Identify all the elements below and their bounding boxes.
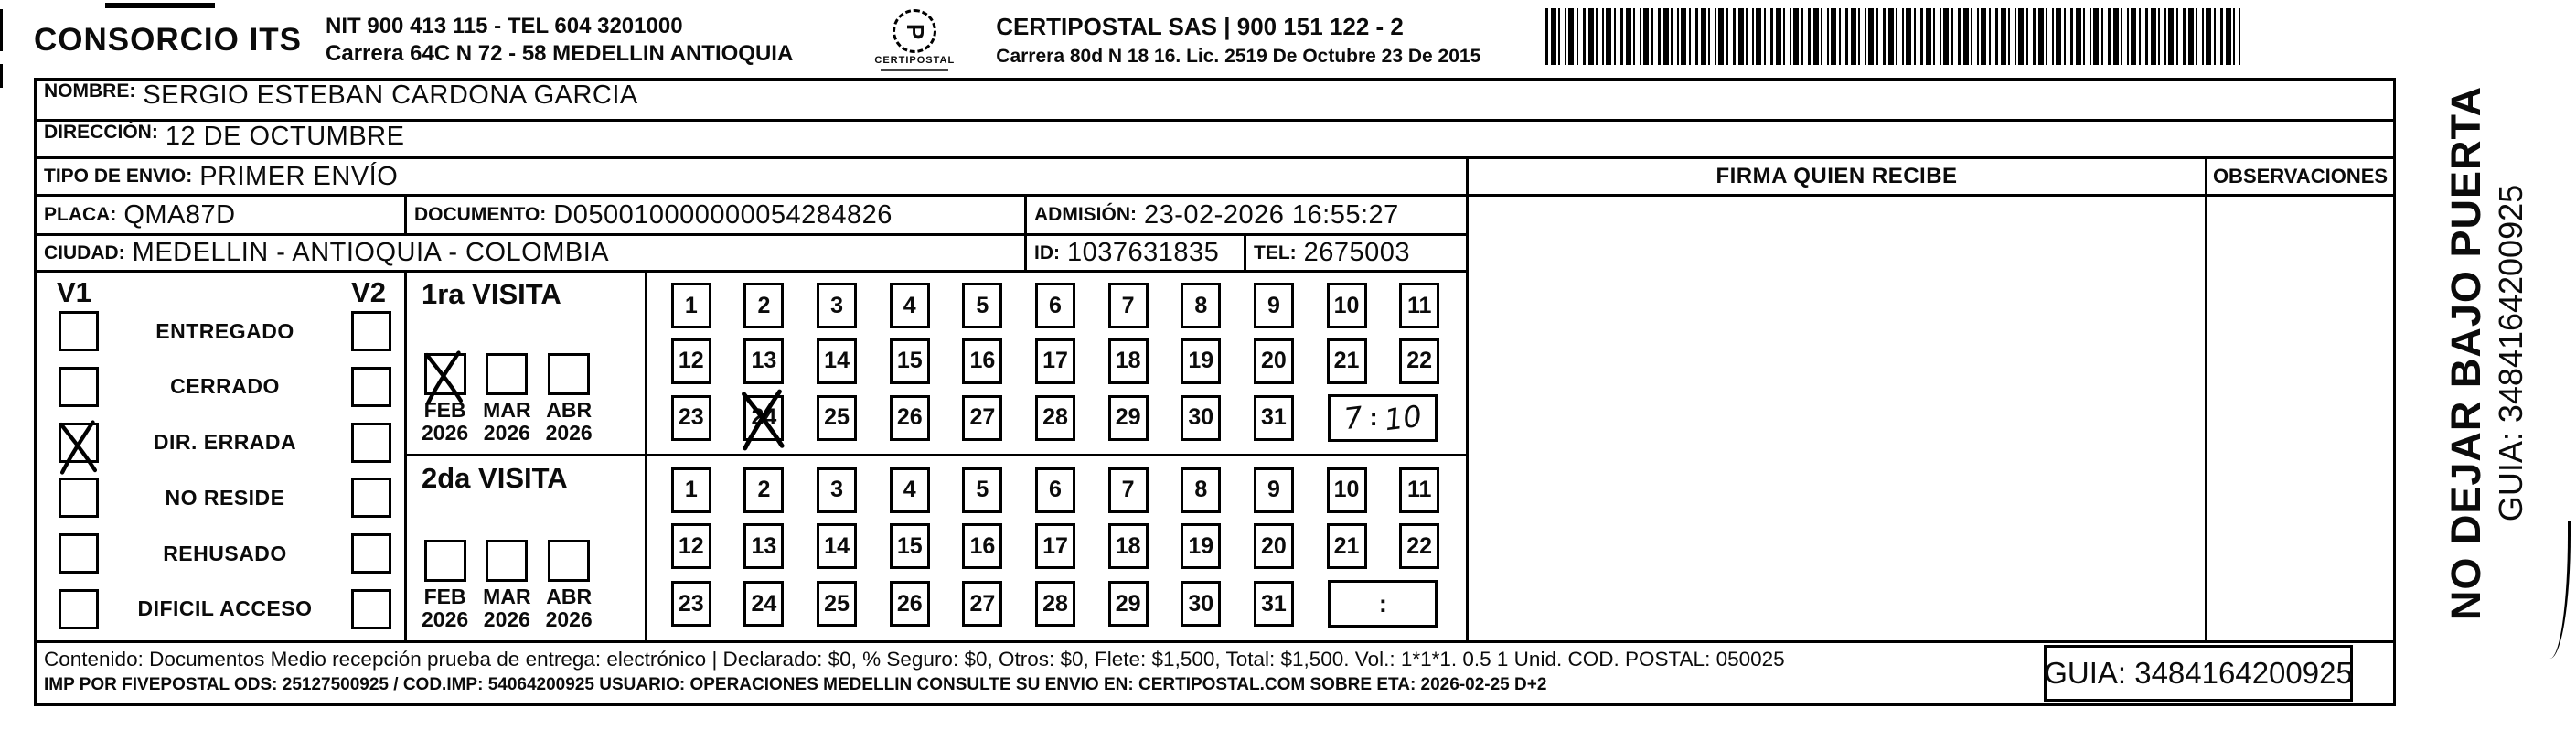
month-option <box>422 540 468 631</box>
month-year: 2026 <box>483 607 530 631</box>
day-cell-5[interactable]: 5 <box>962 467 1002 513</box>
status-row <box>37 478 404 518</box>
company-nit-tel: NIT 900 413 115 - TEL 604 3201000 <box>326 14 683 38</box>
day-cell-13[interactable]: 13 <box>743 338 784 384</box>
day-cell-4[interactable]: 4 <box>890 283 930 328</box>
status-label: CERRADO <box>170 374 280 399</box>
side-guia-number: GUIA: 3484164200925 <box>2491 184 2529 522</box>
month-checkbox-abr-2026[interactable] <box>548 353 590 395</box>
day-grid <box>647 456 1469 640</box>
day-cell-21[interactable]: 21 <box>1327 523 1367 569</box>
guia-box: GUIA: 3484164200925 <box>2044 645 2353 702</box>
v1-checkbox-dificil-acceso[interactable] <box>59 589 99 629</box>
day-cell-25[interactable]: 25 <box>817 581 857 627</box>
day-cell-4[interactable]: 4 <box>890 467 930 513</box>
ciudad-cell <box>37 236 1027 270</box>
tipo-envio-label: TIPO DE ENVIO: <box>44 166 193 187</box>
side-vertical-strip <box>2396 0 2576 706</box>
day-cell-26[interactable]: 26 <box>890 581 930 627</box>
day-cell-15[interactable]: 15 <box>890 523 930 569</box>
documento-cell <box>407 197 1027 233</box>
visit-columns-header <box>37 276 404 309</box>
visit-section <box>407 456 1469 640</box>
visits-panel <box>407 273 1469 640</box>
footer-content-line: Contenido: Documentos Medio recepción prueba de entrega: electrónico | Declarado: $0, % Seguro: $0, Otros: $0, Flete: $1,500, Total: $1,500. Vol.: 1*1*1. 0.5 1 Unid. COD. POSTAL: 050025 <box>44 648 1785 671</box>
status-label: NO RESIDE <box>165 485 285 510</box>
visit-month-panel <box>407 456 647 640</box>
day-cell-10[interactable]: 10 <box>1327 467 1367 513</box>
status-and-visits-section <box>37 273 1469 643</box>
month-row <box>422 540 636 631</box>
day-cell-18[interactable]: 18 <box>1108 523 1149 569</box>
logo-text: CERTIPOSTAL <box>874 55 956 66</box>
footer-row <box>37 643 2393 703</box>
v2-checkbox-dificil-acceso[interactable] <box>351 589 391 629</box>
status-label: ENTREGADO <box>155 318 294 343</box>
month-name: ABR <box>546 398 593 422</box>
month-row <box>422 353 636 445</box>
handwritten-x-mark <box>55 419 102 476</box>
tel-label: TEL: <box>1254 242 1297 263</box>
v2-checkbox-no-reside[interactable] <box>351 478 391 518</box>
ciudad-value: MEDELLIN - ANTIOQUIA - COLOMBIA <box>132 238 610 267</box>
v1-column-label: V1 <box>57 276 91 308</box>
day-cell-28[interactable]: 28 <box>1035 395 1075 441</box>
day-cell-8[interactable]: 8 <box>1181 283 1221 328</box>
tipo-envio-cell <box>37 159 1466 194</box>
barcode <box>1545 8 2240 65</box>
month-name: FEB <box>423 585 466 608</box>
day-cell-12[interactable]: 12 <box>671 523 711 569</box>
direccion-value: 12 DE OCTUMBRE <box>165 122 405 151</box>
row-tipo-envio <box>37 159 2393 197</box>
day-cell-17[interactable]: 17 <box>1035 338 1075 384</box>
month-checkbox-feb-2026[interactable] <box>424 353 466 395</box>
partner-name: CERTIPOSTAL SAS | 900 151 122 - 2 <box>996 13 1404 40</box>
day-cell-20[interactable]: 20 <box>1254 523 1294 569</box>
status-row <box>37 311 404 351</box>
day-cell-15[interactable]: 15 <box>890 338 930 384</box>
month-name: FEB <box>423 398 466 422</box>
day-cell-1[interactable]: 1 <box>671 283 711 328</box>
month-option <box>546 353 593 445</box>
day-cell-31[interactable]: 31 <box>1254 395 1294 441</box>
visit-title: 2da VISITA <box>422 462 568 494</box>
day-cell-14[interactable]: 14 <box>817 523 857 569</box>
day-cell-26[interactable]: 26 <box>890 395 930 441</box>
day-cell-6[interactable]: 6 <box>1035 467 1075 513</box>
nombre-value: SERGIO ESTEBAN CARDONA GARCIA <box>143 81 638 110</box>
day-cell-16[interactable]: 16 <box>962 338 1002 384</box>
day-cell-14[interactable]: 14 <box>817 338 857 384</box>
row-placa-documento <box>37 197 1469 236</box>
month-checkbox-mar-2026[interactable] <box>486 540 528 582</box>
month-name: ABR <box>546 585 593 608</box>
footer-text <box>37 643 2038 703</box>
month-option <box>483 540 530 631</box>
row-ciudad <box>37 236 1469 273</box>
day-cell-30[interactable]: 30 <box>1181 581 1221 627</box>
placa-cell <box>37 197 407 233</box>
scan-artifact-dash <box>0 9 3 51</box>
day-cell-23[interactable]: 23 <box>671 395 711 441</box>
day-cell-12[interactable]: 12 <box>671 338 711 384</box>
time-box[interactable] <box>1328 580 1438 628</box>
tel-cell <box>1246 236 1469 270</box>
v2-checkbox-cerrado[interactable] <box>351 367 391 407</box>
visit-month-panel <box>407 273 647 454</box>
month-checkbox-mar-2026[interactable] <box>486 353 528 395</box>
time-minute-handwritten: 10 <box>1382 398 1424 437</box>
placa-label: PLACA: <box>44 204 117 225</box>
v1-checkbox-dir-errada[interactable] <box>59 423 99 463</box>
month-name: MAR <box>483 398 531 422</box>
v2-checkbox-rehusado[interactable] <box>351 533 391 574</box>
day-cell-3[interactable]: 3 <box>817 283 857 328</box>
admision-label: ADMISIÓN: <box>1034 204 1137 225</box>
day-cell-19[interactable]: 19 <box>1181 523 1221 569</box>
observaciones-area[interactable] <box>2205 197 2393 643</box>
row-direccion <box>37 122 2393 159</box>
day-cell-1[interactable]: 1 <box>671 467 711 513</box>
day-cell-16[interactable]: 16 <box>962 523 1002 569</box>
delivery-status-panel <box>37 273 407 640</box>
visit-section <box>407 273 1469 456</box>
month-option <box>546 540 593 631</box>
tel-value: 2675003 <box>1303 238 1411 267</box>
documento-value: D050010000000054284826 <box>553 199 893 230</box>
handwritten-x-mark <box>738 388 789 452</box>
nombre-label: NOMBRE: <box>44 81 136 102</box>
day-cell-18[interactable]: 18 <box>1108 338 1149 384</box>
certipostal-logo <box>855 9 974 71</box>
header <box>34 4 2240 75</box>
day-cell-11[interactable]: 11 <box>1399 283 1439 328</box>
firma-column-header: FIRMA QUIEN RECIBE <box>1466 159 2205 194</box>
partner-address: Carrera 80d N 18 16. Lic. 2519 De Octubre 23 De 2015 <box>996 46 1481 67</box>
time-separator: : <box>1378 589 1387 617</box>
company-address: Carrera 64C N 72 - 58 MEDELLIN ANTIOQUIA <box>326 41 794 66</box>
form-table <box>34 78 2396 706</box>
status-row <box>37 367 404 407</box>
direccion-label: DIRECCIÓN: <box>44 122 158 143</box>
admision-cell <box>1027 197 1469 233</box>
month-year: 2026 <box>545 421 593 445</box>
day-cell-3[interactable]: 3 <box>817 467 857 513</box>
status-label: REHUSADO <box>163 541 287 565</box>
v2-checkbox-dir-errada[interactable] <box>351 423 391 463</box>
side-rotated-text <box>2442 86 2530 620</box>
day-cell-7[interactable]: 7 <box>1108 283 1149 328</box>
day-cell-9[interactable]: 9 <box>1254 467 1294 513</box>
day-cell-9[interactable]: 9 <box>1254 283 1294 328</box>
v1-checkbox-no-reside[interactable] <box>59 478 99 518</box>
month-year: 2026 <box>483 421 530 445</box>
company-info <box>326 13 793 68</box>
tipo-envio-value: PRIMER ENVÍO <box>199 161 399 191</box>
day-cell-23[interactable]: 23 <box>671 581 711 627</box>
logo-tagline <box>881 69 948 71</box>
company-name: CONSORCIO ITS <box>34 22 303 58</box>
time-hour-handwritten: 7 <box>1342 399 1365 436</box>
day-cell-10[interactable]: 10 <box>1327 283 1367 328</box>
day-cell-20[interactable]: 20 <box>1254 338 1294 384</box>
status-row <box>37 589 404 629</box>
month-option <box>483 353 530 445</box>
day-cell-24[interactable]: 24 <box>743 395 784 441</box>
day-cell-6[interactable]: 6 <box>1035 283 1075 328</box>
visit-title: 1ra VISITA <box>422 278 561 310</box>
month-year: 2026 <box>422 421 469 445</box>
day-cell-7[interactable]: 7 <box>1108 467 1149 513</box>
placa-value: QMA87D <box>123 199 236 230</box>
v2-column-label: V2 <box>351 276 386 308</box>
status-label: DIR. ERRADA <box>153 430 297 455</box>
day-cell-2[interactable]: 2 <box>743 283 784 328</box>
status-rows <box>37 309 404 633</box>
day-cell-22[interactable]: 22 <box>1399 523 1439 569</box>
firma-signature-area[interactable] <box>1466 197 2205 643</box>
month-checkbox-abr-2026[interactable] <box>548 540 590 582</box>
day-cell-22[interactable]: 22 <box>1399 338 1439 384</box>
scan-artifact-dash <box>0 64 3 88</box>
v1-checkbox-rehusado[interactable] <box>59 533 99 574</box>
time-separator: : <box>1369 403 1378 432</box>
day-cell-28[interactable]: 28 <box>1035 581 1075 627</box>
ciudad-label: CIUDAD: <box>44 242 125 263</box>
v1-checkbox-entregado[interactable] <box>59 311 99 351</box>
day-cell-2[interactable]: 2 <box>743 467 784 513</box>
day-cell-13[interactable]: 13 <box>743 523 784 569</box>
day-cell-27[interactable]: 27 <box>962 395 1002 441</box>
observaciones-column-header: OBSERVACIONES <box>2205 159 2393 194</box>
id-cell <box>1027 236 1246 270</box>
month-option <box>422 353 468 445</box>
v2-checkbox-entregado[interactable] <box>351 311 391 351</box>
certipostal-stamp-icon: P <box>893 9 936 53</box>
day-cell-11[interactable]: 11 <box>1399 467 1439 513</box>
footer-imp-line: IMP POR FIVEPOSTAL ODS: 25127500925 / COD.IMP: 54064200925 USUARIO: OPERACIONES MEDELLIN CONSULTE SU ENVIO EN: CERTIPOSTAL.COM SOBRE ETA: 2026-02-25 D+2 <box>44 675 1547 694</box>
day-cell-24[interactable]: 24 <box>743 581 784 627</box>
status-label: DIFICIL ACCESO <box>137 596 313 621</box>
partner-info <box>996 13 1480 68</box>
id-value: 1037631835 <box>1067 238 1220 267</box>
status-row <box>37 423 404 463</box>
day-cell-25[interactable]: 25 <box>817 395 857 441</box>
status-row <box>37 533 404 574</box>
day-cell-29[interactable]: 29 <box>1108 395 1149 441</box>
documento-label: DOCUMENTO: <box>414 204 547 225</box>
row-nombre <box>37 81 2393 122</box>
time-box[interactable] <box>1328 394 1438 442</box>
month-year: 2026 <box>545 607 593 631</box>
month-checkbox-feb-2026[interactable] <box>424 540 466 582</box>
day-cell-27[interactable]: 27 <box>962 581 1002 627</box>
day-cell-29[interactable]: 29 <box>1108 581 1149 627</box>
day-cell-31[interactable]: 31 <box>1254 581 1294 627</box>
admision-value: 23-02-2026 16:55:27 <box>1144 199 1399 230</box>
id-label: ID: <box>1034 242 1060 263</box>
day-cell-30[interactable]: 30 <box>1181 395 1221 441</box>
day-cell-5[interactable]: 5 <box>962 283 1002 328</box>
month-name: MAR <box>483 585 531 608</box>
v1-checkbox-cerrado[interactable] <box>59 367 99 407</box>
day-cell-8[interactable]: 8 <box>1181 467 1221 513</box>
day-cell-19[interactable]: 19 <box>1181 338 1221 384</box>
month-year: 2026 <box>422 607 469 631</box>
day-cell-21[interactable]: 21 <box>1327 338 1367 384</box>
day-grid <box>647 273 1469 454</box>
day-cell-17[interactable]: 17 <box>1035 523 1075 569</box>
no-dejar-bajo-puerta-warning: NO DEJAR BAJO PUERTA <box>2442 85 2489 621</box>
